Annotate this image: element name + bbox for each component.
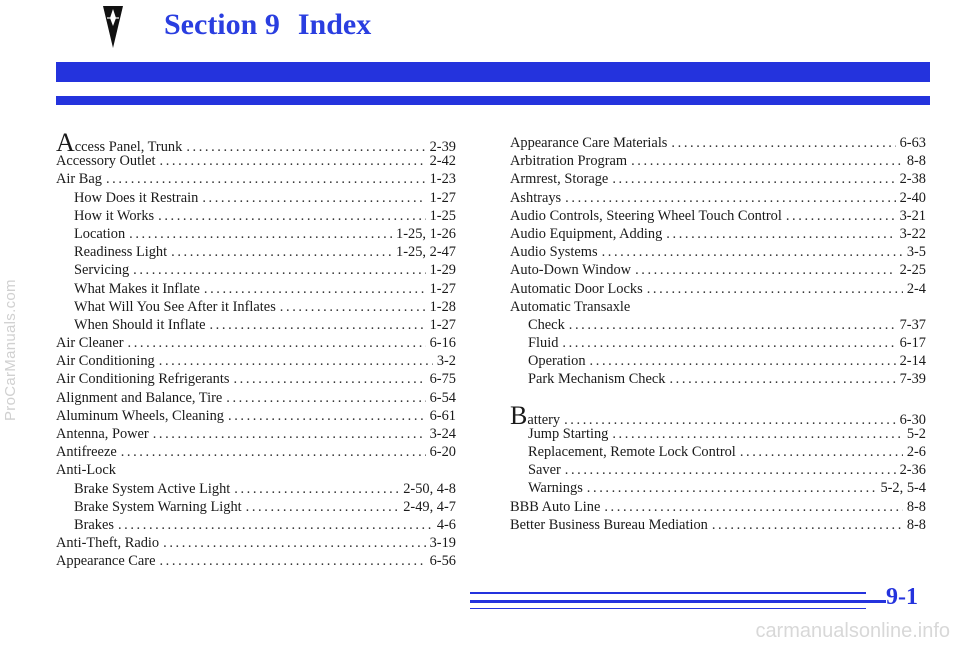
index-entry-label: Operation bbox=[528, 353, 586, 370]
index-entry bbox=[510, 189, 926, 207]
index-gap bbox=[510, 389, 926, 407]
dot-leader bbox=[712, 516, 903, 534]
index-entry bbox=[510, 443, 926, 461]
index-entry-page: 2-39 bbox=[429, 139, 456, 155]
index-entry-label: Aluminum Wheels, Cleaning bbox=[56, 407, 225, 424]
dot-leader bbox=[106, 170, 426, 188]
index-entry-label: Ashtrays bbox=[510, 189, 562, 206]
index-entry bbox=[510, 261, 926, 279]
section-label: Section 9 bbox=[164, 8, 280, 41]
index-entry-page: 2-42 bbox=[429, 153, 456, 170]
index-label: Index bbox=[297, 8, 372, 41]
dot-leader bbox=[209, 316, 425, 334]
index-entry-label: When Should it Inflate bbox=[74, 316, 206, 333]
index-entry-page: 7-37 bbox=[899, 316, 926, 333]
index-entry bbox=[510, 225, 926, 243]
index-entry-label: Alignment and Balance, Tire bbox=[56, 389, 223, 406]
index-entry bbox=[56, 170, 456, 188]
index-entry-page: 2-38 bbox=[899, 171, 926, 188]
index-entry bbox=[56, 225, 456, 243]
index-entry bbox=[56, 207, 456, 225]
index-entry-label: Replacement, Remote Lock Control bbox=[528, 444, 736, 460]
index-entry-page: 2-14 bbox=[899, 353, 926, 370]
index-entry-label: Readiness Light bbox=[74, 244, 168, 261]
index-entry bbox=[510, 298, 926, 316]
footer-rule-1 bbox=[470, 592, 866, 594]
index-entry-page: 2-49, 4-7 bbox=[403, 498, 456, 515]
index-entry-label-rest: ccess Panel, Trunk bbox=[74, 139, 183, 155]
index-entry-label: What Will You See After it Inflates bbox=[74, 298, 276, 315]
dot-leader bbox=[604, 498, 902, 516]
dot-leader bbox=[129, 225, 392, 243]
dot-leader bbox=[562, 334, 895, 352]
index-entry-page: 1-27 bbox=[429, 316, 456, 333]
dot-leader bbox=[635, 261, 896, 279]
index-entry-label: Antenna, Power bbox=[56, 426, 149, 442]
index-entry bbox=[56, 261, 456, 279]
index-entry-label: Appearance Care bbox=[56, 553, 156, 570]
index-entry bbox=[56, 298, 456, 316]
index-entry-label: How it Works bbox=[74, 207, 155, 224]
index-entry bbox=[56, 152, 456, 170]
side-watermark: ProCarManuals.com bbox=[2, 279, 19, 421]
dot-leader bbox=[171, 243, 392, 261]
index-entry-label: Auto-Down Window bbox=[510, 262, 632, 279]
index-entry-page: 1-23 bbox=[429, 171, 456, 188]
index-entry bbox=[56, 389, 456, 407]
index-entry-page: 1-27 bbox=[429, 280, 456, 297]
dot-leader bbox=[128, 334, 426, 352]
index-entry bbox=[56, 316, 456, 334]
index-entry bbox=[510, 243, 926, 261]
index-entry-label: Anti-Lock bbox=[56, 462, 116, 479]
index-entry-label: How Does it Restrain bbox=[74, 189, 199, 206]
index-entry bbox=[56, 189, 456, 207]
index-entry-page: 6-61 bbox=[429, 407, 456, 424]
index-entry-label: Better Business Bureau Mediation bbox=[510, 516, 708, 533]
index-entry bbox=[56, 534, 456, 552]
index-entry-page: 6-20 bbox=[429, 444, 456, 461]
index-entry bbox=[56, 370, 456, 388]
index-entry-page: 1-25, 2-47 bbox=[396, 244, 456, 261]
index-entry bbox=[510, 316, 926, 334]
dot-leader bbox=[202, 189, 425, 207]
index-entry-label: Brake System Active Light bbox=[74, 480, 231, 497]
index-entry-label: Audio Controls, Steering Wheel Touch Control bbox=[510, 207, 782, 224]
index-entry-page: 6-63 bbox=[899, 135, 926, 151]
footer-watermark: carmanualsonline.info bbox=[755, 620, 950, 642]
index-entry bbox=[510, 334, 926, 352]
index-entry-page: 3-22 bbox=[899, 225, 926, 242]
index-column-left bbox=[56, 128, 456, 571]
index-entry bbox=[56, 498, 456, 516]
dot-leader bbox=[234, 480, 399, 498]
index-entry-page: 3-24 bbox=[429, 426, 456, 442]
index-entry-label: Automatic Transaxle bbox=[510, 298, 631, 315]
index-entry bbox=[510, 461, 926, 479]
index-entry-label: Armrest, Storage bbox=[510, 171, 609, 188]
index-entry bbox=[56, 334, 456, 352]
header-bar-thick bbox=[56, 62, 930, 82]
index-entry-page: 3-5 bbox=[906, 244, 926, 261]
index-entry-page: 1-29 bbox=[429, 262, 456, 279]
index-entry-label-rest: attery bbox=[527, 411, 561, 428]
index-entry-page: 5-2 bbox=[906, 425, 926, 442]
index-entry bbox=[510, 352, 926, 370]
dot-leader bbox=[631, 152, 903, 170]
index-letter-heading: B bbox=[510, 400, 528, 430]
dot-leader bbox=[159, 552, 425, 570]
index-entry-page: 6-54 bbox=[429, 389, 456, 406]
index-entry-page: 2-40 bbox=[899, 189, 926, 206]
header-bar-thin bbox=[56, 96, 930, 105]
index-entry bbox=[56, 552, 456, 570]
index-entry-label: Brake System Warning Light bbox=[74, 498, 242, 515]
dot-leader bbox=[226, 389, 425, 407]
index-entry bbox=[510, 207, 926, 225]
index-entry-page: 6-30 bbox=[899, 411, 926, 428]
index-entry bbox=[56, 280, 456, 298]
footer-rule-3 bbox=[470, 608, 866, 609]
dot-leader bbox=[565, 461, 896, 479]
index-entry-page: 6-17 bbox=[899, 335, 926, 352]
index-entry-page: 5-2, 5-4 bbox=[880, 480, 926, 497]
index-entry bbox=[56, 407, 456, 425]
dot-leader bbox=[565, 189, 895, 207]
index-entry-page: 4-6 bbox=[436, 516, 456, 533]
index-entry-label: Accessory Outlet bbox=[56, 153, 156, 170]
index-entry bbox=[510, 134, 926, 152]
index-entry bbox=[56, 425, 456, 443]
index-entry-page: 7-39 bbox=[899, 371, 926, 388]
dot-leader bbox=[204, 280, 426, 298]
index-entry bbox=[510, 280, 926, 298]
index-entry-page: 2-36 bbox=[899, 462, 926, 479]
index-entry-label: Antifreeze bbox=[56, 444, 117, 461]
index-entry-page: 3-19 bbox=[429, 535, 456, 552]
brand-arrowhead-icon bbox=[103, 6, 123, 48]
index-entry bbox=[510, 370, 926, 388]
dot-leader bbox=[158, 207, 425, 225]
index-entry-label: Jump Starting bbox=[528, 425, 609, 442]
index-entry-page: 2-6 bbox=[906, 444, 926, 460]
index-entry bbox=[510, 152, 926, 170]
index-column-right bbox=[510, 134, 926, 534]
dot-leader bbox=[280, 298, 426, 316]
dot-leader bbox=[612, 170, 895, 188]
index-entry bbox=[56, 480, 456, 498]
dot-leader bbox=[118, 516, 433, 534]
index-entry bbox=[510, 479, 926, 497]
dot-leader bbox=[590, 352, 896, 370]
index-entry-label: Check bbox=[528, 316, 565, 333]
dot-leader bbox=[786, 207, 896, 225]
dot-leader bbox=[602, 243, 903, 261]
index-entry-page: 8-8 bbox=[906, 498, 926, 515]
dot-leader bbox=[740, 443, 903, 461]
dot-leader bbox=[246, 498, 400, 516]
index-entry bbox=[56, 461, 456, 479]
dot-leader bbox=[159, 352, 433, 370]
index-entry-page: 1-28 bbox=[429, 298, 456, 315]
index-entry-label: Audio Systems bbox=[510, 244, 598, 261]
index-entry-page: 8-8 bbox=[906, 516, 926, 533]
page-title bbox=[164, 8, 371, 42]
index-entry-label: Brakes bbox=[74, 516, 114, 533]
index-entry-label: What Makes it Inflate bbox=[74, 280, 200, 297]
index-entry-label: Audio Equipment, Adding bbox=[510, 225, 663, 242]
index-entry-label: Arbitration Program bbox=[510, 153, 628, 170]
dot-leader bbox=[666, 225, 895, 243]
index-entry-label: Air Conditioning bbox=[56, 353, 155, 370]
footer-rule-2 bbox=[470, 600, 886, 603]
index-entry-label: Location bbox=[74, 225, 126, 242]
index-entry-label: Air Cleaner bbox=[56, 335, 124, 352]
index-entry-page: 6-75 bbox=[429, 371, 456, 388]
index-entry-page: 3-21 bbox=[899, 207, 926, 224]
dot-leader bbox=[160, 152, 426, 170]
index-entry-page: 1-27 bbox=[429, 189, 456, 206]
index-entry bbox=[56, 443, 456, 461]
index-entry-page: 2-50, 4-8 bbox=[403, 480, 456, 497]
dot-leader bbox=[647, 280, 903, 298]
index-entry-page: 2-4 bbox=[906, 280, 926, 297]
index-entry-page: 8-8 bbox=[906, 153, 926, 170]
index-entry-label: Servicing bbox=[74, 262, 130, 279]
index-entry bbox=[510, 516, 926, 534]
dot-leader bbox=[121, 443, 426, 461]
index-entry bbox=[56, 243, 456, 261]
index-entry bbox=[510, 498, 926, 516]
index-letter-heading: A bbox=[56, 128, 75, 157]
index-entry bbox=[56, 128, 456, 157]
index-entry-label: Warnings bbox=[528, 480, 583, 497]
dot-leader bbox=[669, 370, 895, 388]
index-entry-page: 6-56 bbox=[429, 553, 456, 570]
index-entry-label: Appearance Care Materials bbox=[510, 135, 668, 151]
dot-leader bbox=[133, 261, 425, 279]
index-entry-page: 2-25 bbox=[899, 262, 926, 279]
index-entry bbox=[56, 352, 456, 370]
index-entry-label: Saver bbox=[528, 462, 561, 479]
dot-leader bbox=[587, 479, 877, 497]
index-entry-label: Anti-Theft, Radio bbox=[56, 535, 160, 552]
index-entry-page: 1-25 bbox=[429, 207, 456, 224]
dot-leader bbox=[612, 425, 902, 443]
index-entry-page: 6-16 bbox=[429, 335, 456, 352]
index-entry-label: Automatic Door Locks bbox=[510, 280, 643, 297]
index-entry bbox=[510, 170, 926, 188]
index-entry-label: Fluid bbox=[528, 335, 559, 352]
dot-leader bbox=[671, 134, 895, 152]
index-entry-page: 3-2 bbox=[436, 353, 456, 370]
page-number: 9-1 bbox=[886, 584, 918, 610]
dot-leader bbox=[569, 316, 896, 334]
index-entry bbox=[510, 400, 926, 430]
index-entry-label: Air Conditioning Refrigerants bbox=[56, 371, 230, 388]
index-entry-label: Air Bag bbox=[56, 171, 102, 188]
index-entry-page: 1-25, 1-26 bbox=[396, 225, 456, 242]
dot-leader bbox=[228, 407, 426, 425]
dot-leader bbox=[153, 425, 426, 443]
index-entry bbox=[510, 425, 926, 443]
dot-leader bbox=[233, 370, 425, 388]
index-entry-label: BBB Auto Line bbox=[510, 498, 601, 515]
index-entry-label: Park Mechanism Check bbox=[528, 371, 666, 388]
index-entry bbox=[56, 516, 456, 534]
dot-leader bbox=[163, 534, 425, 552]
